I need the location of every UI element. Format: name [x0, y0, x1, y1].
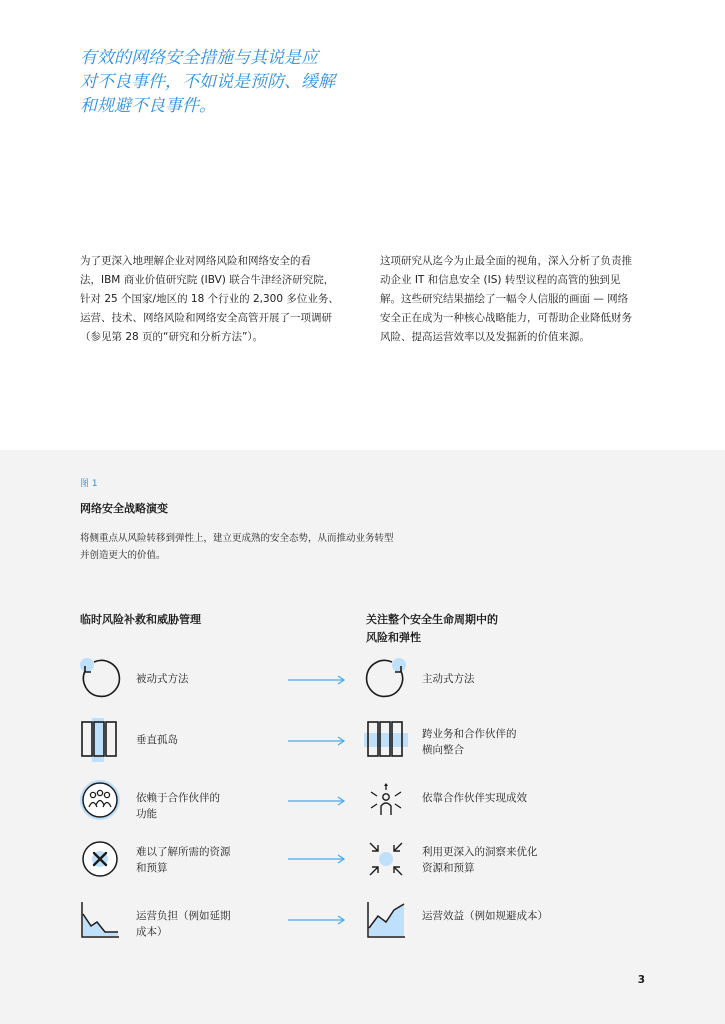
figure-description — [80, 530, 394, 564]
comparison-row — [0, 657, 725, 705]
intro-right-column — [380, 252, 645, 347]
figure-title: 网络安全战略演变 — [80, 502, 168, 515]
comparison-row — [0, 778, 725, 826]
row-label-line: 和预算 — [136, 862, 168, 874]
horizontal-integration-icon — [364, 718, 408, 762]
pull-quote — [80, 46, 340, 118]
row-label-line: 运营负担（例如延期 — [136, 910, 231, 922]
vertical-silos-icon — [78, 718, 122, 762]
row-label-line: 被动式方法 — [136, 673, 189, 685]
comparison-row — [0, 838, 725, 886]
row-label-line: 依靠合作伙伴实现成效 — [422, 792, 527, 804]
figure-description-line: 并创造更大的价值。 — [80, 550, 166, 561]
comparison-row — [0, 898, 725, 946]
proactive-cycle-icon — [364, 657, 408, 701]
row-label-line: 主动式方法 — [422, 673, 475, 685]
intro-left-column — [80, 252, 345, 347]
right-heading-line: 关注整个安全生命周期中的 — [366, 613, 498, 626]
partner-group-icon — [78, 778, 122, 822]
row-label-line: 垂直孤岛 — [136, 734, 178, 746]
intro-line: 法，IBM 商业价值研究院 (IBV) 联合牛津经济研究院， — [80, 274, 335, 286]
intro-line: 风险、提高运营效率以及发掘新的价值来源。 — [380, 331, 590, 343]
reactive-cycle-icon — [78, 657, 122, 701]
intro-line: （参见第 28 页的“研究和分析方法”）。 — [80, 331, 264, 343]
row-right-label — [422, 908, 548, 924]
intro-line: 解。这些研究结果描绘了一幅令人信服的画面 — 网络 — [380, 293, 629, 305]
blocked-x-icon — [78, 838, 122, 882]
right-column-heading — [366, 611, 498, 647]
left-column-heading — [80, 611, 201, 629]
left-heading-text: 临时风险补救和威胁管理 — [80, 613, 201, 626]
row-label-line: 依赖于合作伙伴的 — [136, 792, 220, 804]
row-label-line: 功能 — [136, 808, 157, 820]
pull-quote-line: 和规避不良事件。 — [80, 96, 216, 116]
row-label-line: 成本） — [136, 926, 168, 938]
row-label-line: 跨业务和合作伙伴的 — [422, 728, 517, 740]
row-left-label — [136, 908, 231, 940]
pull-quote-line: 有效的网络安全措施与其说是应 — [80, 48, 318, 68]
row-left-label — [136, 732, 178, 748]
intro-line: 安全正在成为一种核心战略能力，可帮助企业降低财务 — [380, 312, 632, 324]
row-label-line: 运营效益（例如规避成本） — [422, 910, 548, 922]
intro-line: 这项研究从迄今为止最全面的视角，深入分析了负责推 — [380, 255, 632, 267]
right-heading-line: 风险和弹性 — [366, 631, 421, 644]
person-network-icon — [364, 778, 408, 822]
row-left-label — [136, 844, 231, 876]
focus-insight-icon — [364, 838, 408, 882]
row-right-label — [422, 671, 475, 687]
row-right-label — [422, 726, 517, 758]
row-label-line: 难以了解所需的资源 — [136, 846, 231, 858]
row-right-label — [422, 790, 527, 806]
arrow-right-icon — [288, 675, 346, 685]
pull-quote-line: 对不良事件，不如说是预防、缓解 — [80, 72, 335, 92]
arrow-right-icon — [288, 915, 346, 925]
page-number: 3 — [637, 974, 645, 986]
row-label-line: 资源和预算 — [422, 862, 475, 874]
declining-chart-icon — [78, 898, 122, 942]
arrow-right-icon — [288, 796, 346, 806]
intro-line: 运营、技术、网络风险和网络安全高管开展了一项调研 — [80, 312, 332, 324]
figure-label: 图 1 — [80, 479, 98, 489]
intro-line: 为了更深入地理解企业对网络风险和网络安全的看 — [80, 255, 311, 267]
intro-line: 针对 25 个国家/地区的 18 个行业的 2,300 多位业务、 — [80, 293, 339, 305]
row-right-label — [422, 844, 538, 876]
row-left-label — [136, 671, 189, 687]
row-label-line: 利用更深入的洞察来优化 — [422, 846, 538, 858]
row-left-label — [136, 790, 220, 822]
row-label-line: 横向整合 — [422, 744, 464, 756]
comparison-row — [0, 718, 725, 766]
figure-description-line: 将侧重点从风险转移到弹性上，建立更成熟的安全态势，从而推动业务转型 — [80, 533, 394, 544]
intro-line: 动企业 IT 和信息安全 (IS) 转型议程的高管的独到见 — [380, 274, 621, 286]
arrow-right-icon — [288, 854, 346, 864]
rising-chart-icon — [364, 898, 408, 942]
arrow-right-icon — [288, 736, 346, 746]
